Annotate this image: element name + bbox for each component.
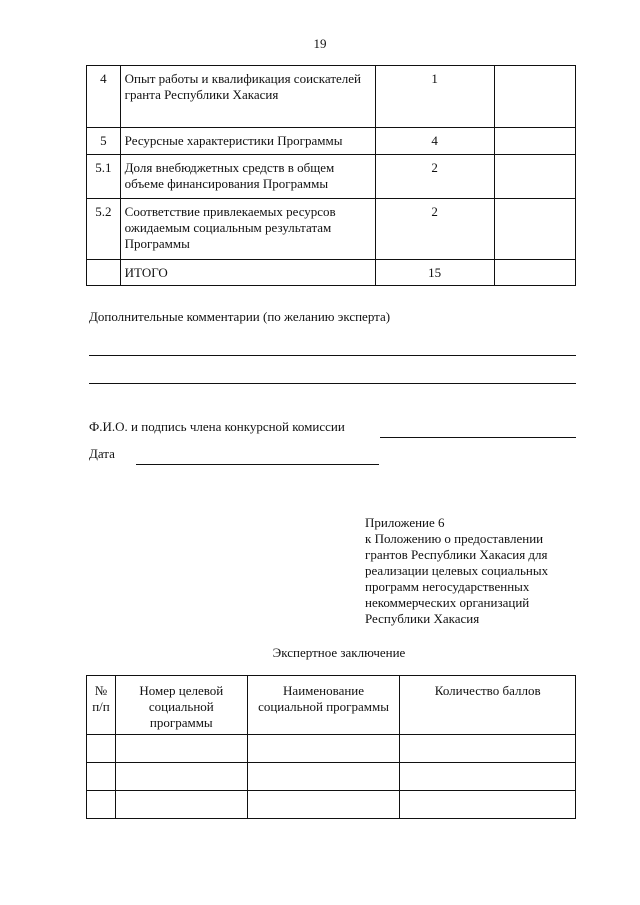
header-program-number <box>115 676 247 735</box>
header-line: Номер целевой <box>139 683 224 698</box>
signature-label: Ф.И.О. и подпись члена конкурсной комиссии <box>89 419 345 434</box>
appendix-block <box>365 515 580 627</box>
row-number: 4 <box>87 66 121 128</box>
expert-conclusion-title: Экспертное заключение <box>272 645 406 660</box>
table-row <box>87 128 576 155</box>
expert-score-cell[interactable] <box>494 260 575 286</box>
table-row-total <box>87 260 576 286</box>
expert-score-cell[interactable] <box>494 128 575 155</box>
header-line: социальной программы <box>258 699 389 714</box>
max-score: 1 <box>375 66 494 128</box>
empty-cell[interactable] <box>400 763 576 791</box>
table-row <box>87 199 576 260</box>
criterion-name: Доля внебюджетных средств в общем объеме финансирования Программы <box>120 155 375 199</box>
row-number: 5.1 <box>87 155 121 199</box>
table-row <box>87 155 576 199</box>
date-line[interactable] <box>136 464 379 465</box>
empty-cell[interactable] <box>115 763 247 791</box>
empty-cell[interactable] <box>87 735 116 763</box>
appendix-line: Приложение 6 <box>365 515 445 530</box>
empty-cell[interactable] <box>87 791 116 819</box>
table-row <box>87 735 576 763</box>
appendix-line: реализации целевых социальных <box>365 563 549 578</box>
empty-cell[interactable] <box>247 735 400 763</box>
empty-cell[interactable] <box>115 735 247 763</box>
max-score: 2 <box>375 155 494 199</box>
expert-score-cell[interactable] <box>494 199 575 260</box>
empty-cell[interactable] <box>400 791 576 819</box>
signature-line[interactable] <box>380 437 576 438</box>
header-line: п/п <box>92 699 110 714</box>
max-score: 4 <box>375 128 494 155</box>
page-number: 19 <box>313 36 327 51</box>
comments-line[interactable] <box>89 355 576 356</box>
header-program-name <box>247 676 400 735</box>
appendix-line: к Положению о предоставлении <box>365 531 544 546</box>
appendix-line: некоммерческих организаций <box>365 595 530 610</box>
appendix-line: грантов Республики Хакасия для <box>365 547 548 562</box>
comments-label: Дополнительные комментарии (по желанию эксперта) <box>89 309 391 324</box>
empty-cell[interactable] <box>247 791 400 819</box>
header-line: программы <box>149 715 213 730</box>
table-header-row <box>87 676 576 735</box>
date-label: Дата <box>89 446 115 461</box>
empty-cell[interactable] <box>87 763 116 791</box>
row-number: 5.2 <box>87 199 121 260</box>
expert-conclusion-table <box>86 675 576 819</box>
table-row <box>87 763 576 791</box>
criterion-name: Ресурсные характеристики Программы <box>120 128 375 155</box>
total-label: ИТОГО <box>120 260 375 286</box>
criterion-name: Соответствие привлекаемых ресурсов ожидаемым социальным результатам Программы <box>120 199 375 260</box>
empty-cell[interactable] <box>115 791 247 819</box>
comments-line[interactable] <box>89 383 576 384</box>
row-number <box>87 260 121 286</box>
criteria-table <box>86 65 576 286</box>
table-row <box>87 66 576 128</box>
table-row <box>87 791 576 819</box>
header-score: Количество баллов <box>400 676 576 735</box>
header-number <box>87 676 116 735</box>
appendix-line: программ негосударственных <box>365 579 530 594</box>
row-number: 5 <box>87 128 121 155</box>
total-max-score: 15 <box>375 260 494 286</box>
criterion-name: Опыт работы и квалификация соискателей гранта Республики Хакасия <box>120 66 375 128</box>
header-line: социальной <box>148 699 214 714</box>
max-score: 2 <box>375 199 494 260</box>
header-line: Наименование <box>283 683 365 698</box>
header-line: № <box>94 683 108 698</box>
expert-score-cell[interactable] <box>494 155 575 199</box>
expert-score-cell[interactable] <box>494 66 575 128</box>
empty-cell[interactable] <box>247 763 400 791</box>
appendix-line: Республики Хакасия <box>365 611 480 626</box>
empty-cell[interactable] <box>400 735 576 763</box>
